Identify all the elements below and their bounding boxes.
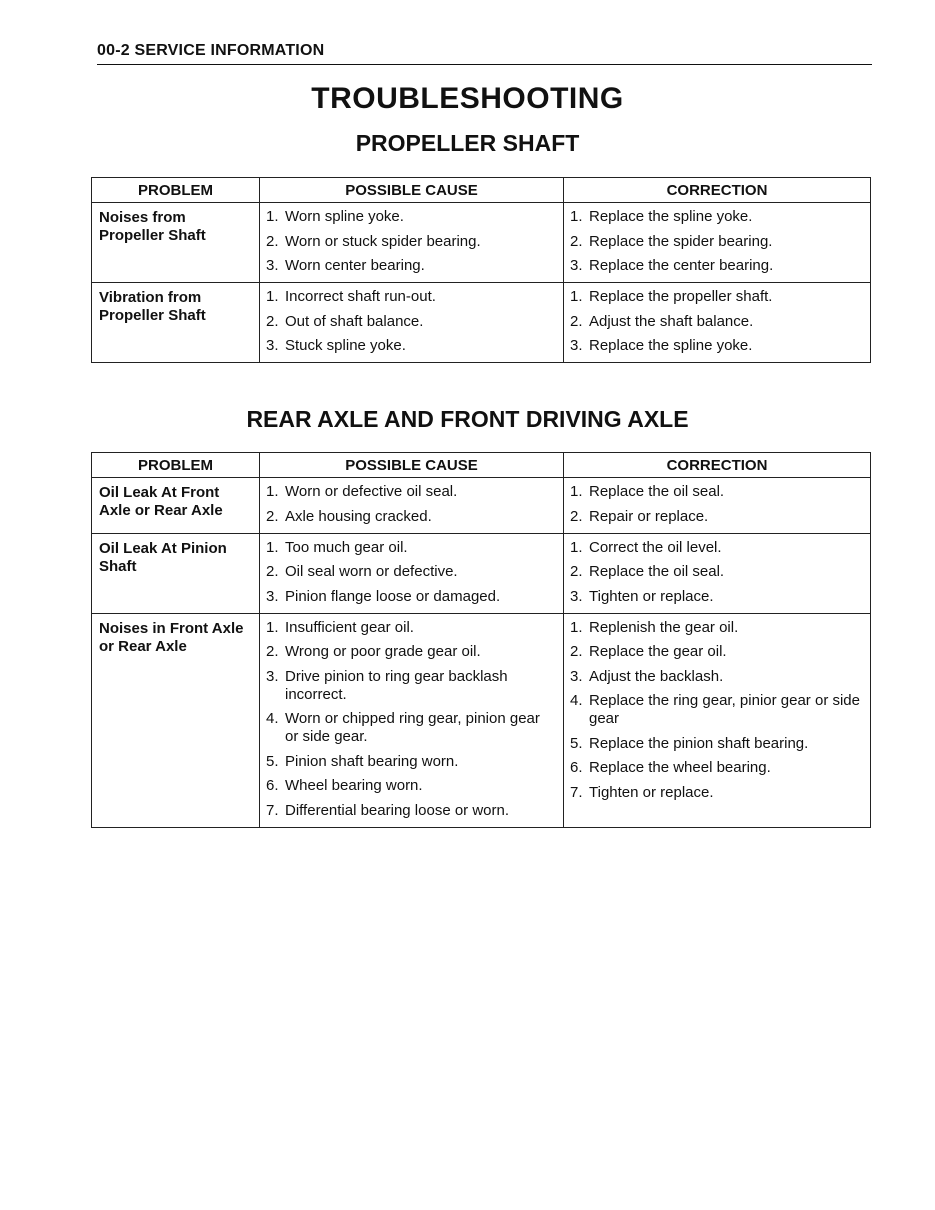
cause-item: 4. Worn or chipped ring gear, pinion gear or side gear. [266,710,540,745]
cause-item: 1. Worn or defective oil seal. [266,483,458,500]
cause-item: 2. Wrong or poor grade gear oil. [266,643,481,660]
cause-item: 1. Worn spline yoke. [266,208,404,225]
correction-item: 2. Adjust the shaft balance. [570,312,754,330]
axle-table [91,452,871,828]
page-header: 00-2 SERVICE INFORMATION [97,42,872,65]
table-row [92,533,871,613]
cause-item: 2. Worn or stuck spider bearing. [266,232,481,250]
section-title-rear-axle: REAR AXLE AND FRONT DRIVING AXLE [246,406,689,432]
correction-cell [564,478,871,534]
correction-item: 2. Replace the oil seal. [570,563,725,580]
section-title-propeller-shaft: PROPELLER SHAFT [355,130,580,156]
cause-cell [260,283,564,363]
table-row [92,283,871,363]
correction-item: 1. Replenish the gear oil. [570,618,739,636]
cause-item: 3. Stuck spline yoke. [266,337,406,354]
cause-cell [260,613,564,827]
correction-item: 3. Adjust the backlash. [570,667,724,685]
propeller-shaft-table [91,177,871,363]
problem-cell: Oil Leak At Pinion Shaft [92,533,260,613]
correction-item: 1. Replace the oil seal. [570,483,725,500]
table-header-row [92,178,871,203]
problem-cell: Vibration from Propeller Shaft [92,283,260,363]
cause-cell [260,203,564,283]
cause-item: 6. Wheel bearing worn. [266,777,423,794]
problem-cell: Oil Leak At Front Axle or Rear Axle [92,478,260,534]
cause-item: 3. Worn center bearing. [266,257,425,274]
correction-item: 4. Replace the ring gear, pinior gear or side gear [570,692,860,727]
column-header-problem: PROBLEM [92,453,260,478]
problem-cell: Noises in Front Axle or Rear Axle [92,613,260,827]
correction-cell [564,613,871,827]
cause-item: 3. Drive pinion to ring gear backlash incorrect. [266,667,508,703]
correction-item: 2. Replace the spider bearing. [570,232,773,250]
cause-item: 3. Pinion flange loose or damaged. [266,587,501,605]
table-row [92,203,871,283]
cause-cell [260,533,564,613]
page-title: TROUBLESHOOTING [311,82,624,115]
correction-item: 3. Replace the spline yoke. [570,337,753,354]
correction-cell [564,533,871,613]
correction-item: 1. Replace the propeller shaft. [570,288,773,305]
column-header-problem: PROBLEM [92,178,260,203]
correction-item: 5. Replace the pinion shaft bearing. [570,734,809,752]
correction-cell [564,203,871,283]
cause-item: 5. Pinion shaft bearing worn. [266,752,459,770]
cause-item: 7. Differential bearing loose or worn. [266,801,510,819]
correction-item: 3. Replace the center bearing. [570,257,774,274]
cause-cell [260,478,564,534]
column-header-correction: CORRECTION [564,178,871,203]
correction-item: 3. Tighten or replace. [570,587,714,605]
correction-item: 1. Correct the oil level. [570,538,722,556]
cause-item: 2. Axle housing cracked. [266,507,432,525]
cause-item: 1. Too much gear oil. [266,538,408,556]
correction-item: 2. Repair or replace. [570,507,709,525]
table-row [92,478,871,534]
problem-cell: Noises from Propeller Shaft [92,203,260,283]
cause-item: 2. Out of shaft balance. [266,312,424,330]
correction-item: 6. Replace the wheel bearing. [570,759,771,776]
table-row [92,613,871,827]
table-header-row [92,453,871,478]
correction-item: 1. Replace the spline yoke. [570,208,753,225]
correction-item: 7. Tighten or replace. [570,783,714,801]
cause-item: 1. Insufficient gear oil. [266,618,414,636]
cause-item: 1. Incorrect shaft run-out. [266,288,436,305]
cause-item: 2. Oil seal worn or defective. [266,563,458,580]
correction-cell [564,283,871,363]
column-header-possible-cause: POSSIBLE CAUSE [260,178,564,203]
column-header-correction: CORRECTION [564,453,871,478]
correction-item: 2. Replace the gear oil. [570,643,727,660]
column-header-possible-cause: POSSIBLE CAUSE [260,453,564,478]
